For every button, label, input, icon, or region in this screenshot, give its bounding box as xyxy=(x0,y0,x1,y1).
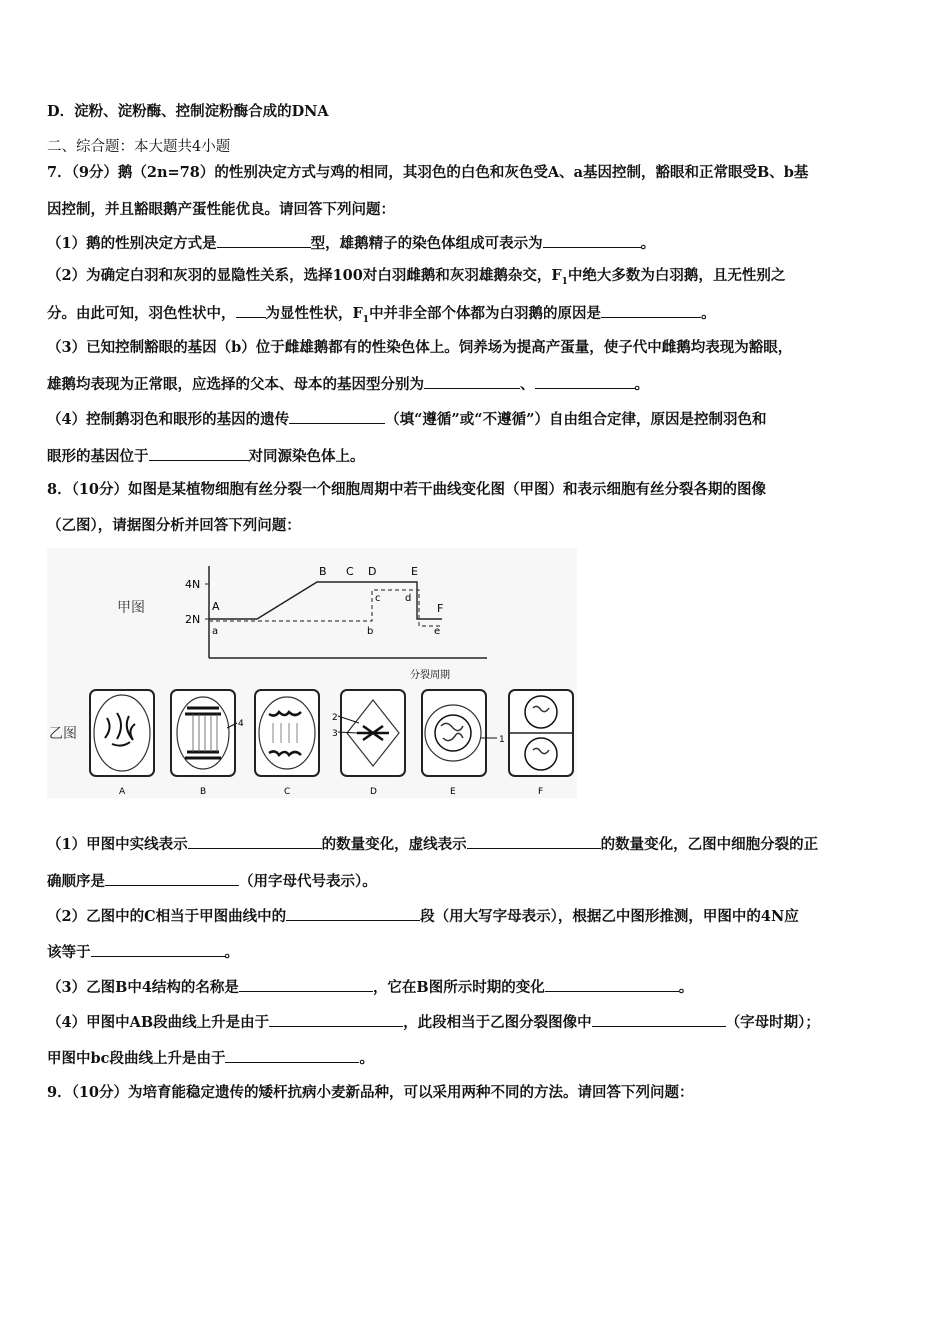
q9-line-1: 9．（10分）为培育能稳定遗传的矮杆抗病小麦新品种，可以采用两种不同的方法。请回答下列问题： xyxy=(47,1084,694,1101)
q7-sub3-line1: （3）已知控制豁眼的基因（b）位于雌雄鹅都有的性染色体上。饲养场为提高产蛋量，使子代中雌鹅均表现为豁眼， xyxy=(47,339,793,356)
q8-sub3: （3）乙图B中4结构的名称是 ，它在B图所示时期的变化 。 xyxy=(47,979,694,996)
point-a: a xyxy=(212,626,219,637)
label-4n: 4N xyxy=(185,578,201,591)
q8-sub1-line1: （1）甲图中实线表示 的数量变化，虚线表示 的数量变化，乙图中细胞分裂的正 xyxy=(47,836,819,853)
q7-sub1: （1）鹅的性别决定方式是 型，雄鹅精子的染色体组成可表示为 。 xyxy=(47,235,656,252)
q8-sub1-line2: 确顺序是 （用字母代号表示）。 xyxy=(47,873,377,890)
q7-sub2-line2: 分。由此可知，羽色性状中， 为显性性状，$F_1$中并非全部个体都为白羽鹅的原因是 。 xyxy=(47,305,716,325)
point-b: b xyxy=(367,626,374,637)
cell-B-label: B xyxy=(200,787,207,797)
point-E: E xyxy=(411,565,418,578)
point-A: A xyxy=(212,600,220,613)
q8-sub2-line2: 该等于 。 xyxy=(47,944,239,961)
section-heading: 二、综合题：本大题共4小题 xyxy=(47,139,231,155)
q8-sub4-line1: （4）甲图中AB段曲线上升是由于 ，此段相当于乙图分裂图像中 （字母时期）； xyxy=(47,1014,820,1031)
point-c: c xyxy=(375,593,381,604)
cell-F-label: F xyxy=(538,787,544,797)
cell-C-label: C xyxy=(284,787,291,797)
point-F: F xyxy=(437,602,444,615)
marker-1: 1 xyxy=(499,735,505,745)
marker-2: 2 xyxy=(332,713,338,723)
label-2n: 2N xyxy=(185,613,201,626)
q8-sub2-line1: （2）乙图中的C相当于甲图曲线中的 段（用大写字母表示），根据乙中图形推测，甲图中的4N应 xyxy=(47,908,799,925)
mitosis-figure xyxy=(47,548,577,798)
point-D: D xyxy=(368,565,377,578)
x-axis-label: 分裂周期 xyxy=(410,670,450,681)
point-e: e xyxy=(434,626,441,637)
q7-sub4-line2: 眼形的基因位于 对同源染色体上。 xyxy=(47,448,365,465)
point-B: B xyxy=(319,565,327,578)
point-C: C xyxy=(346,565,354,578)
cell-A-label: A xyxy=(119,787,126,797)
yi-label: 乙图 xyxy=(49,726,77,742)
q8-line-2: （乙图），请据图分析并回答下列问题： xyxy=(47,517,301,534)
q7-sub3-line2: 雄鹅均表现为正常眼，应选择的父本、母本的基因型分别为 、 。 xyxy=(47,376,649,393)
jia-label: 甲图 xyxy=(117,600,145,616)
q8-sub4-line2: 甲图中bc段曲线上升是由于 。 xyxy=(47,1050,374,1067)
q7-sub2-line1: （2）为确定白羽和灰羽的显隐性关系，选择100对白羽雌鹅和灰羽雄鹅杂交，$F_1$中绝大多数为白羽鹅，且无性别之 xyxy=(47,267,786,287)
q7-sub4-line1: （4）控制鹅羽色和眼形的基因的遗传 （填“遵循”或“不遵循”）自由组合定律，原因是控制羽色和 xyxy=(47,411,767,428)
q7-line-1: 7．（9分）鹅（2n=78）的性别决定方式与鸡的相同，其羽色的白色和灰色受A、a基因控制，豁眼和正常眼受B、b基 xyxy=(47,164,809,181)
q7-line-2: 因控制，并且豁眼鹅产蛋性能优良。请回答下列问题： xyxy=(47,201,395,218)
option-d: D．淀粉、淀粉酶、控制淀粉酶合成的DNA xyxy=(47,103,329,120)
marker-4: 4 xyxy=(238,719,244,729)
marker-3: 3 xyxy=(332,729,338,739)
cell-E-label: E xyxy=(450,787,456,797)
point-d: d xyxy=(405,593,412,604)
cell-D-label: D xyxy=(370,787,377,797)
q8-line-1: 8．（10分）如图是某植物细胞有丝分裂一个细胞周期中若干曲线变化图（甲图）和表示细胞有丝分裂各期的图像 xyxy=(47,481,767,498)
